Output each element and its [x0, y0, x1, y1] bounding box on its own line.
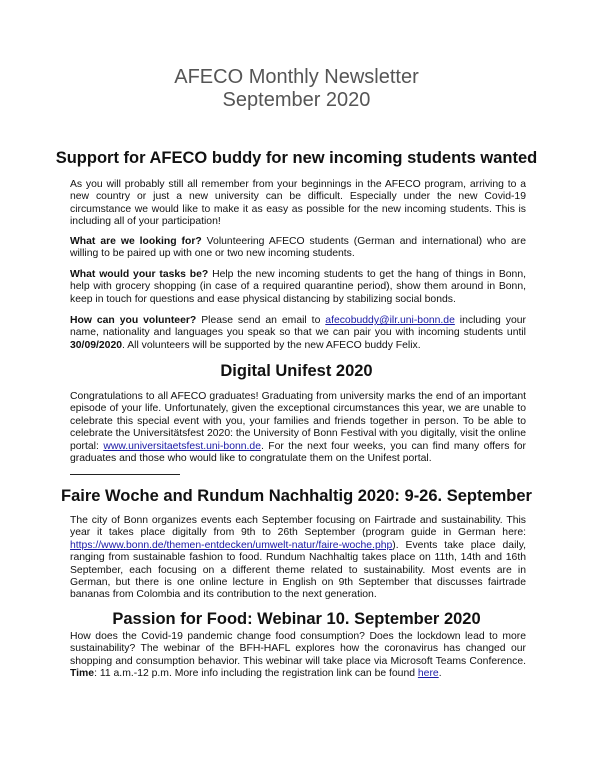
webinar-heading: Passion for Food: Webinar 10. September 2020 [112, 610, 481, 628]
fairewoche-program-link[interactable]: https://www.bonn.de/themen-entdecken/umwelt-natur/faire-woche.php [70, 539, 393, 551]
fairewoche-text-b: ). Events take place daily, ranging from sustainable fashion to food. Rundum Nachhaltig takes place on 11th, 14th and 16th September, each focusing on a different theme related to sustainability. Most events are in German, but there is one online lecture in English on 9th September that discusses fairtrade bananas from Colombia and its contribution to the next generation. [70, 539, 526, 601]
fairewoche-heading: Faire Woche and Rundum Nachhaltig 2020: 9-26. September [61, 487, 532, 505]
deadline-date: 30/09/2020 [70, 339, 123, 351]
unifest-heading: Digital Unifest 2020 [220, 362, 373, 380]
webinar-text [70, 631, 526, 681]
newsletter-date: September 2020 [222, 89, 371, 111]
question-answer: Volunteering AFECO students (German and international) who are willing to be paired up with one or two new incoming students. [70, 236, 526, 260]
buddy-email-link[interactable]: afecobuddy@ilr.uni-bonn.de [325, 315, 455, 326]
unifest-text [70, 391, 526, 465]
webinar-text-a: How does the Covid-19 pandemic change food consumption? Does the lockdown lead to more sustainability? The webinar of the BFH-HAFL explores how the coronavirus has changed our shopping and consumption behavior. This webinar will take place via Microsoft Teams Conference. [70, 631, 526, 667]
buddy-question-tasks [70, 269, 526, 306]
fairewoche-text [70, 515, 526, 602]
webinar-text-b: : 11 a.m.-12 p.m. More info including the registration link can be found [94, 668, 418, 680]
section-divider [70, 474, 180, 475]
question-answer-end: . All volunteers will be supported by the new AFECO buddy Felix. [122, 339, 421, 351]
webinar-registration-link[interactable]: here [417, 668, 439, 680]
buddy-intro: As you will probably still all remember from your beginnings in the AFECO program, arriving to a new country or just a new university can be difficult. Especially under the new Covid-19 circumstance we would like to make it as easy as possible for the new incoming students. This is including all of your participation! [70, 179, 526, 228]
webinar-text-c: . [438, 668, 442, 680]
unifest-text-a: Congratulations to all AFECO graduates! Graduating from university marks the end of an important episode of your life. Unfortunately, given the exceptional circumstances this year, we are unable to celebrate this special event with you, your families and friends together in person. To be able to celebrate the Universitätsfest 2020: the University of Bonn Festival with you digitally, visit the online portal: [70, 391, 526, 452]
question-answer-cont: including your name, nationality and languages you speak so that we can pair you with incoming students until [70, 315, 526, 339]
question-answer: Please send an email to [196, 315, 326, 326]
buddy-question-looking-for [70, 236, 526, 261]
unifest-portal-link[interactable]: www.universitaetsfest.uni-bonn.de [103, 440, 261, 452]
buddy-heading: Support for AFECO buddy for new incoming students wanted [55, 149, 538, 167]
fairewoche-text-a: The city of Bonn organizes events each September focusing on Fairtrade and sustainability. This year it takes place digitally from 9th to 26th September (program guide in German here: [70, 515, 526, 539]
newsletter-title: AFECO Monthly Newsletter [174, 66, 419, 88]
question-label: How can you volunteer? [70, 315, 197, 326]
webinar-time-label: Time [70, 668, 95, 680]
unifest-text-b: . For the next four weeks, you can find many offers for graduates and those who would like to congratulate them on the Unifest portal. [70, 440, 527, 465]
question-label: What would your tasks be? [70, 269, 209, 280]
buddy-question-volunteer [70, 315, 526, 352]
question-answer: Help the new incoming students to get the hang of things in Bonn, help with grocery shopping (in case of a required quarantine period), show them around in Bonn, keep in touch for questions and ease physical distancing by stabilizing social bonds. [70, 269, 526, 305]
question-label: What are we looking for? [70, 236, 202, 247]
